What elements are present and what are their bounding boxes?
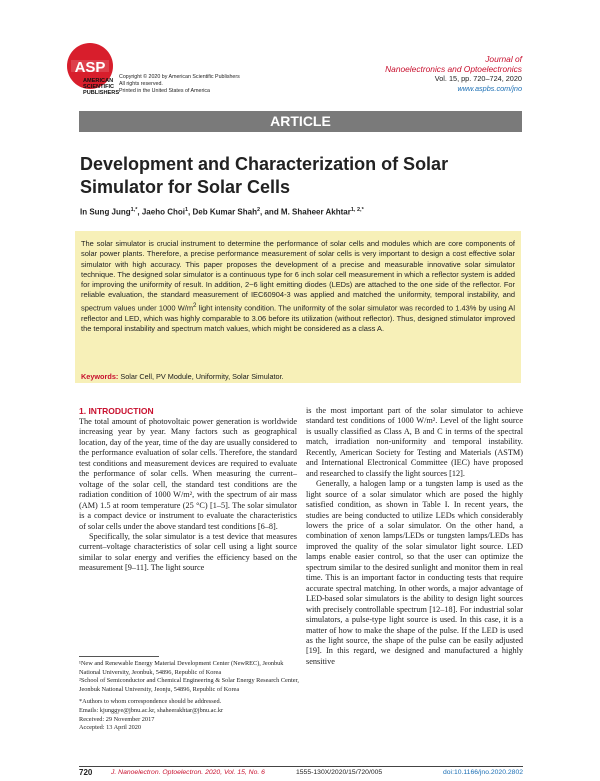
- publisher-line: SCIENTIFIC: [83, 84, 115, 90]
- received-date: Received: 29 November 2017: [79, 715, 155, 723]
- footnotes: [79, 660, 299, 733]
- keywords-list: Solar Cell, PV Module, Uniformity, Solar Simulator.: [120, 372, 284, 381]
- section-heading-introduction: 1. INTRODUCTION: [79, 406, 154, 416]
- article-type-banner: ARTICLE: [79, 111, 522, 132]
- abstract-superscript: 2: [193, 301, 197, 309]
- affiliation-note: ¹New and Renewable Energy Material Development Center (NewREC), Jeonbuk National University, Jeonbuk, 54896, Republic of Korea: [79, 660, 284, 676]
- publisher-line: AMERICAN: [83, 78, 114, 84]
- title-line: Simulator for Solar Cells: [80, 177, 291, 197]
- body-paragraph: is the most important part of the solar simulator to achieve standard test conditions of 1000 W/m². Level of the light source is usually classified as Class A, B and C in terms of the spectral match, irradiation non-uniformity and temporal instability. Recently, American Society for Testing and Materials (ASTM) and International Electronical Committee (IEC) have proposed and researched to classify the light sources [12].: [306, 406, 523, 478]
- author-separator: ,: [137, 207, 142, 217]
- author-list: [80, 207, 364, 217]
- abstract-part: light intensity condition. The uniformity of the solar simulator was recorded to 1.43% by using Al reflector and LED, which was highly comparable to 3.06 before its utilization (without reflector). Thus, designed stimulator improved the temporal instability and spectrum match values, which might be considered as a class A.: [81, 303, 515, 333]
- accepted-date: Accepted: 13 April 2020: [79, 724, 142, 732]
- body-paragraph: Generally, a halogen lamp or a tungsten lamp is used as the light source of a solar simulator which are posed the highly satisfied condition, as shown in Table I. In recent years, the studies are being conducted to utilize LEDs which considerably lowers the price of a solar simulator. On the other hand, a combination of xenon lamps/LEDs or tungsten lamps/LEDs has improved the quality of the solar simulator light source. LED lamps enable easier control, so that the user can optimize the spectrum similar to the desired sunlight and monitor them in real time. This is an important factor in conducting tests that require accurate spectral matching. In other words, a major advantage of LED-based solar simulators is the ability to design light sources with precisely controllable spectrum [12–18]. For industrial solar simulators, a pulse-type light source is used. In this case, it is a matter of how to make the shape of the pulse. If the LED is used as the light source, the shape of the pulse can be easily adjusted [19]. In this regard, we designed and manufactured a highly sensitive: [306, 479, 523, 666]
- footer-issn: 1555-130X/2020/15/720/005: [296, 769, 383, 776]
- paper-title: [80, 153, 500, 199]
- journal-website-link[interactable]: www.aspbs.com/jno: [457, 84, 522, 93]
- correspondence-note: *Authors to whom correspondence should be addressed.: [79, 698, 222, 706]
- body-paragraph: The total amount of photovoltaic power generation is worldwide increasing year by year. Many factors such as geographical location, day of the year, time of the day are usually considered to the performance evaluation of solar cells. Therefore, the standard test conditions and measurement devices are required to evaluate the performance of solar cells. When measuring the current–voltage of the solar cell, the standard test conditions are the radiation condition of 1000 W/m², with the spectrum of air mass (AM) 1.5 at room temperature (25 °C) [1–5]. The solar simulator is a compact device or instrument to evaluate the characteristics of solar cells under the above standard test conditions [6–8].: [79, 417, 297, 531]
- copyright-line: Copyright © 2020 by American Scientific Publishers: [119, 74, 240, 80]
- author-name[interactable]: In Sung Jung: [80, 207, 131, 217]
- copyright-line: All rights reserved.: [119, 81, 163, 87]
- publisher-line: PUBLISHERS: [83, 90, 120, 96]
- affiliation-note: ²School of Semiconductor and Chemical Engineering & Solar Energy Research Center, Jeonbuk National University, Jeonju, 54896, Republic of Korea: [79, 677, 299, 693]
- author-name[interactable]: M. Shaheer Akhtar: [280, 207, 351, 217]
- abstract-text: [81, 239, 515, 334]
- author-affiliation: 2: [256, 207, 261, 213]
- author-affiliation: 1,*: [130, 207, 138, 213]
- copyright-notice: [119, 74, 240, 95]
- title-line: Development and Characterization of Solar: [80, 154, 449, 174]
- page-number: 720: [79, 768, 93, 777]
- journal-info: [385, 54, 522, 94]
- author-affiliation: 1, 2,*: [350, 207, 364, 213]
- author-separator: ,: [188, 207, 193, 217]
- footer-journal-citation: J. Nanoelectron. Optoelectron. 2020, Vol. 15, No. 6: [111, 769, 265, 776]
- logo-text: ASP: [74, 59, 106, 76]
- footnote-divider: [79, 656, 159, 657]
- body-paragraph: Specifically, the solar simulator is a test device that measures current–voltage characteristics of solar cell using a light source similar to solar energy and verifies the efficiency based on the measurement [9–11]. The light source: [79, 531, 297, 573]
- footer-doi-link[interactable]: doi:10.1166/jno.2020.2802: [443, 769, 523, 776]
- author-separator: , and: [260, 207, 281, 217]
- keywords: [81, 372, 284, 381]
- author-name[interactable]: Jaeho Choi: [141, 207, 185, 217]
- author-name[interactable]: Deb Kumar Shah: [192, 207, 257, 217]
- journal-name-line1: Journal of: [485, 54, 522, 64]
- page-footer: [79, 767, 523, 779]
- keywords-label: Keywords:: [81, 372, 119, 381]
- copyright-line: Printed in the United States of America: [119, 88, 210, 94]
- abstract-box: [75, 231, 521, 383]
- body-column-right: [306, 406, 523, 667]
- publisher-name: [83, 78, 119, 96]
- journal-volume: Vol. 15, pp. 720–724, 2020: [434, 74, 522, 83]
- journal-name-line2: Nanoelectronics and Optoelectronics: [385, 64, 522, 74]
- abstract-part: The solar simulator is crucial instrument to determine the performance of solar cells and modules which are core components of solar power plants. Therefore, a precise performance measurement of solar cells is very important to design a cost effective solar simulator with high accuracy. This paper proposes the development of a precise and measurable innovative solar simulator technique. The designed solar simulator is a continuous type for 6 inch solar cell measurement in which a reflector system is added for improving the uniformity of result. In addition, 2~6 light emitting diodes (LEDs) are attached to the one side of the reflector. For reliable evaluation, the standard measurement of IEC60904-3 was applied and matched the uniformity, temporal instability, and spectrum values under 1000 W/m: [81, 239, 515, 313]
- author-affiliation: 1: [184, 207, 189, 213]
- body-column-left: [79, 406, 297, 574]
- email-note: Emails: kjunggye@jbnu.ac.kr, shaheerakhtar@jbnu.ac.kr: [79, 706, 224, 714]
